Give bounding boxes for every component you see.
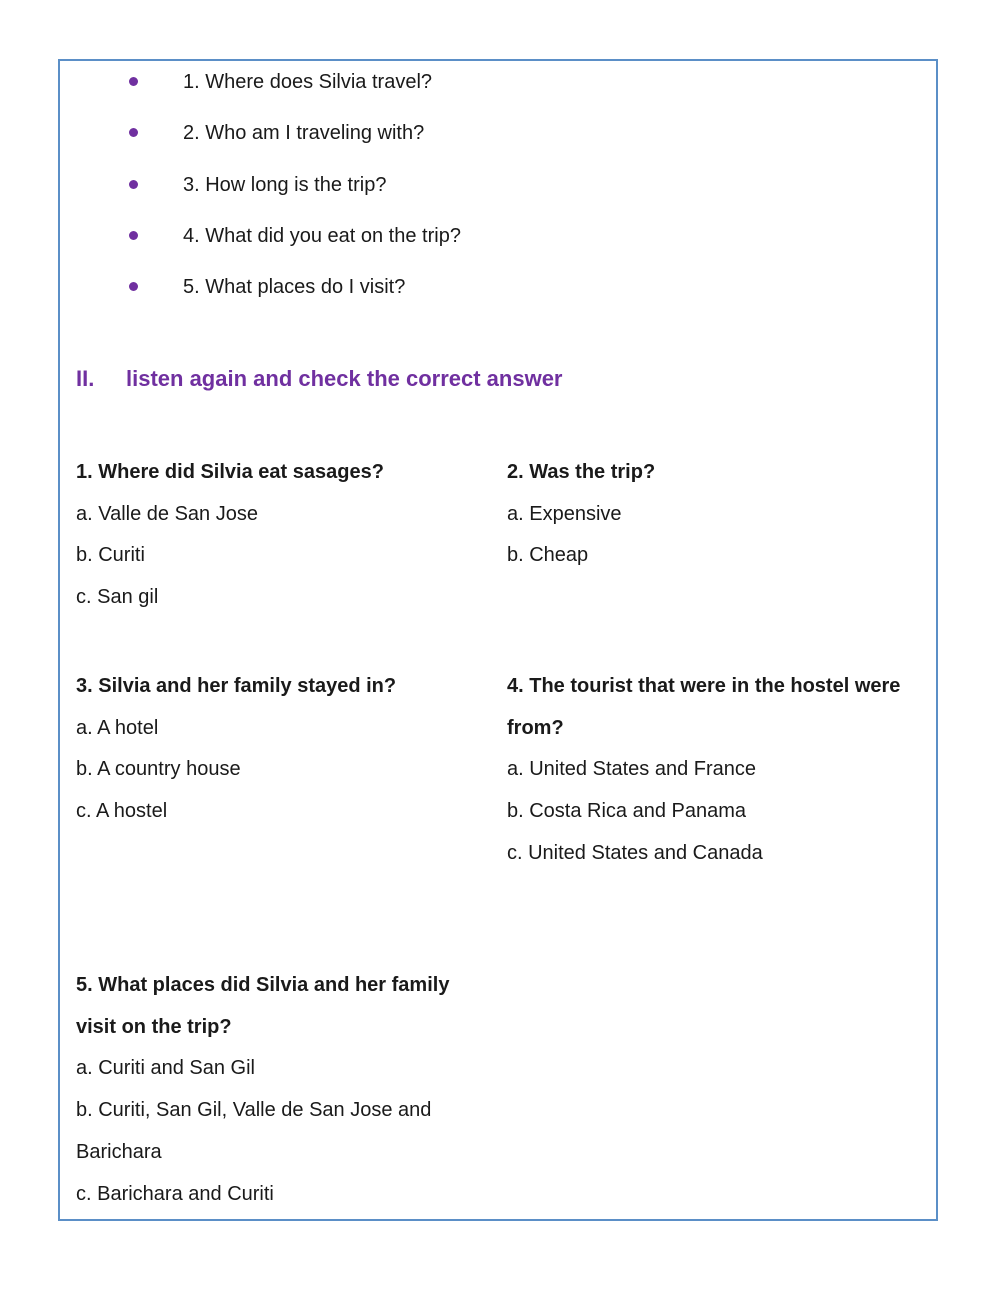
question-title-line-2: visit on the trip? (76, 1015, 232, 1038)
answer-option-a[interactable]: a. A hotel (76, 716, 159, 739)
question-title-line-1: 5. What places did Silvia and her family (76, 974, 450, 996)
question-text: 4. What did you eat on the trip? (183, 225, 461, 247)
question-text: 1. Where does Silvia travel? (183, 71, 433, 93)
list-item (0, 225, 600, 259)
question-title-line-1: 4. The tourist that were in the hostel were (507, 675, 901, 697)
answer-option-a[interactable]: a. Curiti and San Gil (76, 1057, 255, 1080)
bullet-icon (129, 77, 138, 86)
question-block-2 (507, 452, 927, 577)
answer-option-c[interactable]: c. United States and Canada (507, 841, 763, 864)
bullet-icon (129, 128, 138, 137)
question-title-line-2: from? (507, 716, 564, 739)
question-title: 2. Was the trip? (507, 461, 656, 483)
question-text: 5. What places do I visit? (183, 276, 406, 298)
list-item (0, 276, 600, 310)
question-text: 3. How long is the trip? (183, 174, 387, 196)
answer-option-b[interactable]: b. Curiti, San Gil, Valle de San Jose and (76, 1099, 432, 1122)
question-title: 3. Silvia and her family stayed in? (76, 675, 397, 697)
question-block-3 (76, 666, 496, 833)
list-item (0, 174, 600, 208)
question-text: 2. Who am I traveling with? (183, 122, 425, 144)
answer-option-a[interactable]: a. Valle de San Jose (76, 502, 258, 525)
section-number: II. (76, 366, 95, 391)
bullet-icon (129, 231, 138, 240)
list-item (0, 71, 600, 105)
bullet-icon (129, 180, 138, 189)
answer-option-c[interactable]: c. A hostel (76, 800, 168, 823)
answer-option-b[interactable]: b. Costa Rica and Panama (507, 800, 747, 823)
answer-option-a[interactable]: a. Expensive (507, 502, 622, 525)
answer-option-c[interactable]: c. Barichara and Curiti (76, 1182, 274, 1205)
answer-option-c[interactable]: c. San gil (76, 586, 159, 609)
question-block-1 (76, 452, 496, 619)
answer-option-a[interactable]: a. United States and France (507, 758, 757, 781)
list-item (0, 122, 600, 156)
question-title: 1. Where did Silvia eat sasages? (76, 461, 384, 483)
answer-option-b[interactable]: b. Cheap (507, 544, 589, 567)
answer-option-b[interactable]: b. Curiti (76, 544, 145, 567)
section-title: listen again and check the correct answer (126, 366, 563, 391)
answer-option-b-continued[interactable]: Barichara (76, 1140, 162, 1163)
question-block-5 (76, 965, 496, 1215)
answer-option-b[interactable]: b. A country house (76, 758, 241, 781)
bullet-icon (129, 282, 138, 291)
question-block-4 (507, 666, 927, 875)
